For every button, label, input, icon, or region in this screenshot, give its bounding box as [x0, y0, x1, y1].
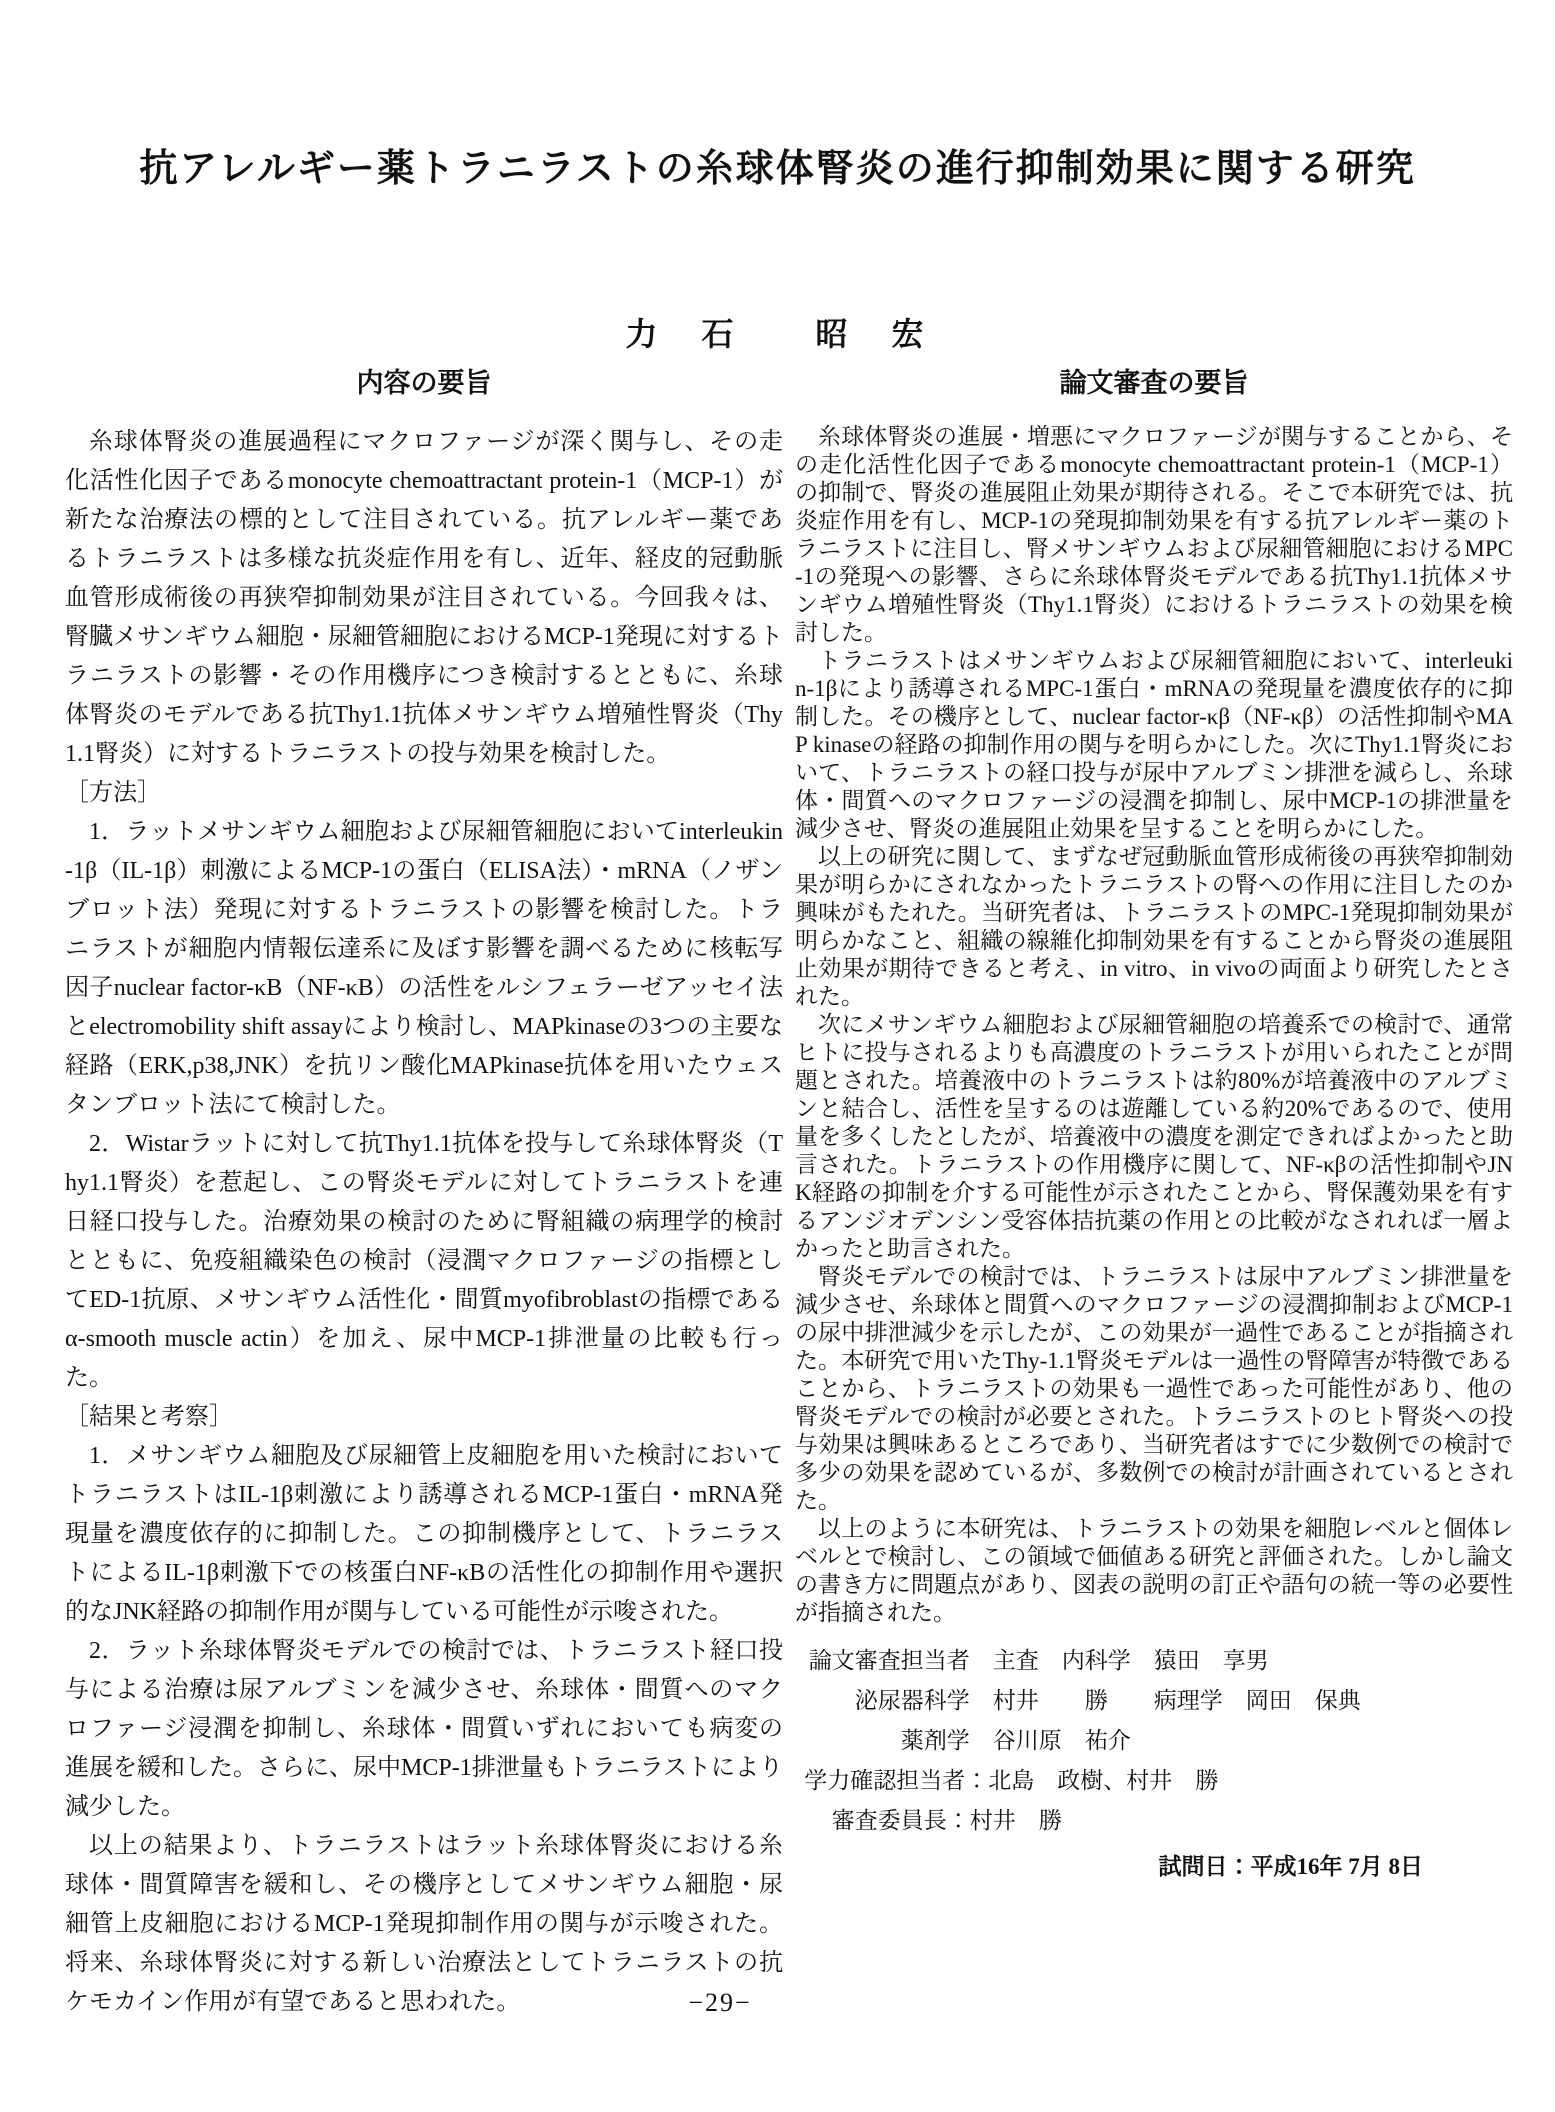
paragraph: 以上の研究に関して、まずなぜ冠動脈血管形成術後の再狭窄抑制効果が明らかにされなかったトラニラストの腎への作用に注目したのか興味がもたれた。当研究者は、トラニラストのMPC-1発現抑制効果が明らかなこと、組織の線維化抑制効果を有することから腎炎の進展阻止効果が期待できると考え、in vitro、in vivoの両面より研究したとされた。	[795, 844, 1513, 1009]
abstract-body	[65, 423, 783, 2022]
paragraph: 糸球体腎炎の進展過程にマクロファージが深く関与し、その走化活性化因子であるmonocyte chemoattractant protein-1（MCP-1）が新たな治療法の標的として注目されている。抗アレルギー薬であるトラニラストは多様な抗炎症作用を有し、近年、経皮的冠動脈血管形成術後の再狭窄抑制効果が注目されている。今回我々は、腎臓メサンギウム細胞・尿細管細胞におけるMCP-1発現に対するトラニラストの影響・その作用機序につき検討するとともに、糸球体腎炎のモデルである抗Thy1.1抗体メサンギウム増殖性腎炎（Thy1.1腎炎）に対するトラニラストの投与効果を検討した。	[65, 429, 783, 767]
committee-line: 学力確認担当者：北島 政樹、村井 勝	[804, 1768, 1219, 1793]
abstract-column	[65, 365, 783, 2022]
section-label-results: ［結果と考察］	[65, 1404, 233, 1430]
paragraph: 2．ラット糸球体腎炎モデルでの検討では、トラニラスト経口投与による治療は尿アルブミンを減少させ、糸球体・間質へのマクロファージ浸潤を抑制し、糸球体・間質いずれにおいても病変の進展を緩和した。さらに、尿中MCP-1排泄量もトラニラストにより減少した。	[65, 1638, 783, 1820]
exam-date: 試問日：平成16年 7月 8日	[1158, 1854, 1423, 1879]
author-name: 力 石 昭 宏	[625, 316, 930, 352]
committee-line: 泌尿器科学 村井 勝 病理学 岡田 保典	[854, 1688, 1361, 1713]
section-label-methods: ［方法］	[65, 780, 161, 806]
paragraph: 1．ラットメサンギウム細胞および尿細管細胞においてinterleukin-1β（IL-1β）刺激によるMCP-1の蛋白（ELISA法）・mRNA（ノザンブロット法）発現に対するトラニラストの影響を検討した。トラニラストが細胞内情報伝達系に及ぼす影響を調べるために核転写因子nuclear factor-κB（NF-κB）の活性をルシフェラーゼアッセイ法とelectromobility shift assayにより検討し、MAPkinaseの3つの主要な経路（ERK,p38,JNK）を抗リン酸化MAPkinase抗体を用いたウェスタンブロット法にて検討した。	[65, 819, 783, 1118]
page-title: 抗アレルギー薬トラニラストの糸球体腎炎の進行抑制効果に関する研究	[139, 148, 1416, 190]
paragraph: 2．Wistarラットに対して抗Thy1.1抗体を投与して糸球体腎炎（Thy1.1腎炎）を惹起し、この腎炎モデルに対してトラニラストを連日経口投与した。治療効果の検討のために腎組織の病理学的検討とともに、免疫組織染色の検討（浸潤マクロファージの指標としてED-1抗原、メサンギウム活性化・間質myofibroblastの指標であるα-smooth muscle actin）を加え、尿中MCP-1排泄量の比較も行った。	[65, 1131, 783, 1391]
paragraph: 腎炎モデルでの検討では、トラニラストは尿中アルブミン排泄量を減少させ、糸球体と間質へのマクロファージの浸潤抑制およびMCP-1の尿中排泄減少を示したが、この効果が一過性であることが指摘された。本研究で用いたThy-1.1腎炎モデルは一過性の腎障害が特徴であることから、トラニラストの効果も一過性であった可能性があり、他の腎炎モデルでの検討が必要とされた。トラニラストのヒト腎炎への投与効果は興味あるところであり、当研究者はすでに少数例での検討で多少の効果を認めているが、多数例での検討が計画されているとされた。	[795, 1264, 1513, 1513]
abstract-heading: 内容の要旨	[356, 368, 492, 398]
paragraph: 糸球体腎炎の進展・増悪にマクロファージが関与することから、その走化活性化因子であるmonocyte chemoattractant protein-1（MCP-1）の抑制で、腎炎の進展阻止効果が期待される。そこで本研究では、抗炎症作用を有し、MCP-1の発現抑制効果を有する抗アレルギー薬のトラニラストに注目し、腎メサンギウムおよび尿細管細胞におけるMPC-1の発現への影響、さらに糸球体腎炎モデルである抗Thy1.1抗体メサンギウム増殖性腎炎（Thy1.1腎炎）におけるトラニラストの効果を検討した。	[795, 424, 1513, 645]
paragraph: 以上の結果より、トラニラストはラット糸球体腎炎における糸球体・間質障害を緩和し、その機序としてメサンギウム細胞・尿細管上皮細胞におけるMCP-1発現抑制作用の関与が示唆された。将来、糸球体腎炎に対する新しい治療法としてトラニラストの抗ケモカイン作用が有望であると思われた。	[65, 1833, 783, 2015]
committee-block	[795, 1641, 1513, 1841]
page-number: −29−	[688, 1988, 752, 2017]
committee-line: 論文審査担当者 主査 内科学 猿田 享男	[808, 1648, 1269, 1673]
paragraph: 1．メサンギウム細胞及び尿細管上皮細胞を用いた検討においてトラニラストはIL-1β刺激により誘導されるMCP-1蛋白・mRNA発現量を濃度依存的に抑制した。この抑制機序として、トラニラストによるIL-1β刺激下での核蛋白NF-κBの活性化の抑制作用や選択的なJNK経路の抑制作用が関与している可能性が示唆された。	[65, 1443, 783, 1625]
paragraph: 次にメサンギウム細胞および尿細管細胞の培養系での検討で、通常ヒトに投与されるよりも高濃度のトラニラストが用いられたことが問題とされた。培養液中のトラニラストは約80%が培養液中のアルブミンと結合し、活性を呈するのは遊離している約20%であるので、使用量を多くしたとしたが、培養液中の濃度を測定できればよかったと助言された。トラニラストの作用機序に関して、NF-κβの活性抑制やJNK経路の抑制を介する可能性が示されたことから、腎保護効果を有するアンジオデンシン受容体拮抗薬の作用との比較がなされれば一層よかったと助言された。	[795, 1012, 1513, 1261]
review-column	[795, 365, 1513, 1883]
committee-line: 薬剤学 谷川原 祐介	[900, 1728, 1131, 1753]
paragraph: トラニラストはメサンギウムおよび尿細管細胞において、interleukin-1βにより誘導されるMPC-1蛋白・mRNAの発現量を濃度依存的に抑制した。その機序として、nuclear factor-κβ（NF-κβ）の活性抑制やMAP kinaseの経路の抑制作用の関与を明らかにした。次にThy1.1腎炎において、トラニラストの経口投与が尿中アルブミン排泄を減らし、糸球体・間質へのマクロファージの浸潤を抑制し、尿中MCP-1の排泄量を減少させ、腎炎の進展阻止効果を呈することを明らかにした。	[795, 648, 1513, 841]
committee-line: 審査委員長：村井 勝	[831, 1808, 1062, 1833]
paragraph: 以上のように本研究は、トラニラストの効果を細胞レベルと個体レベルとで検討し、この領域で価値ある研究と評価された。しかし論文の書き方に問題点があり、図表の説明の訂正や語句の統一等の必要性が指摘された。	[795, 1516, 1513, 1625]
two-column-layout	[0, 365, 1555, 2022]
review-body	[795, 423, 1513, 1627]
review-heading: 論文審査の要旨	[1059, 368, 1249, 398]
